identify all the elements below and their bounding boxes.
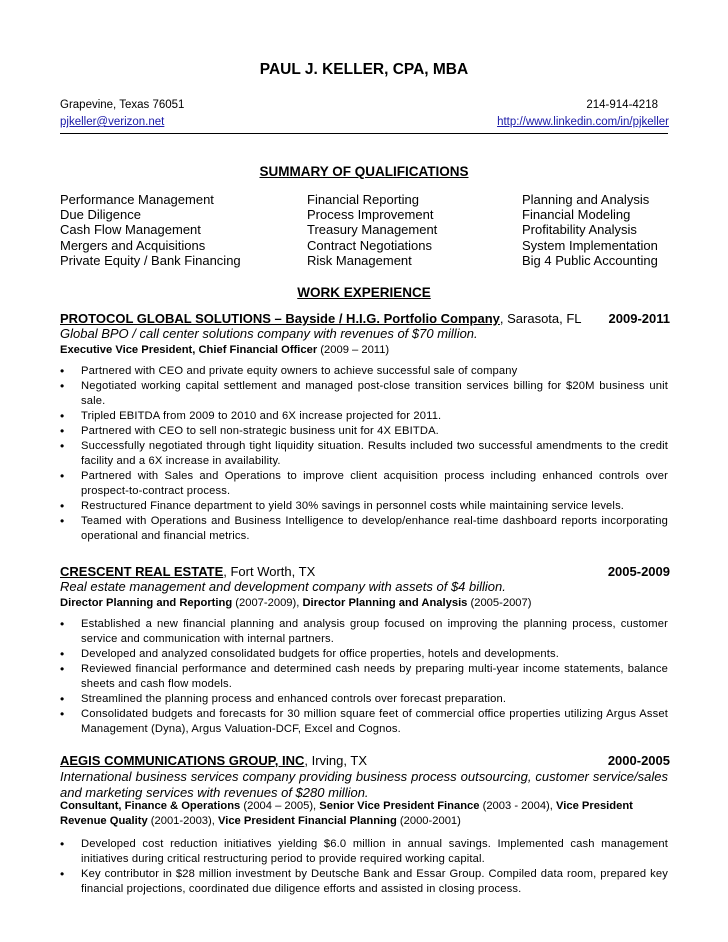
bullet-item: • Streamlined the planning process and enhanced controls over forecast preparation. (60, 692, 668, 707)
role-years: (2007-2009), (232, 597, 303, 609)
job-company (60, 753, 367, 768)
job-roles (60, 799, 668, 829)
candidate-name: PAUL J. KELLER, CPA, MBA (259, 61, 469, 78)
bullet-item: • Consolidated budgets and forecasts for 30 million square feet of commercial office properties utilizing Argus Asset Management (Dyna), Argus Valuation-DCF, Excel and Cognos. (60, 707, 668, 737)
role-title: Vice President Revenue Quality (60, 800, 633, 827)
company-description: Global BPO / call center solutions company with revenues of $70 million. (60, 326, 478, 341)
summary-title: SUMMARY OF QUALIFICATIONS (259, 164, 469, 179)
bullet-item: • Tripled EBITDA from 2009 to 2010 and 6X increase projected for 2011. (60, 409, 668, 424)
role-years: (2000-2001) (396, 815, 461, 827)
skill-item: Big 4 Public Accounting (522, 252, 658, 268)
skill-item: Financial Reporting (307, 192, 420, 207)
skill-item: System Implementation (522, 237, 658, 253)
job-company (60, 564, 315, 579)
bullet-item: • Developed cost reduction initiatives yielding $6.0 million in annual savings. Implemented cash management initiatives during critical restructuring period to provide required working capital. (60, 837, 668, 867)
job-years: 2005-2009 (607, 564, 670, 579)
skill-item: Private Equity / Bank Financing (60, 252, 241, 268)
skill-item: Due Diligence (60, 207, 141, 223)
job-roles (60, 597, 531, 609)
skill-item: Process Improvement (307, 207, 434, 223)
skill-item: Treasury Management (307, 222, 438, 238)
skills-column-2 (307, 192, 437, 268)
bullet-item: • Established a new financial planning and analysis group focused on improving the planning process, customer service and communication with internal partners. (60, 617, 668, 647)
company-name: CRESCENT REAL ESTATE (60, 564, 224, 579)
bullet-item: • Partnered with Sales and Operations to improve client acquisition process including enhanced controls over prospect-to-contract process. (60, 469, 668, 499)
job-years: 2009-2011 (608, 311, 670, 326)
job-bullets (60, 837, 668, 897)
role-years: (2001-2003), (147, 815, 218, 827)
experience-title: WORK EXPERIENCE (297, 285, 431, 300)
role-years: (2005-2007) (467, 597, 532, 609)
company-description: Real estate management and development company with assets of $4 billion. (60, 579, 506, 594)
skill-item: Risk Management (307, 252, 412, 268)
bullet-item: • Reviewed financial performance and determined cash needs by preparing multi-year income statements, balance sheets and cash flow models. (60, 662, 668, 692)
company-location: , Fort Worth, TX (223, 564, 316, 579)
bullet-item: • Developed and analyzed consolidated budgets for office properties, hotels and developments. (60, 647, 668, 662)
bullet-item: • Negotiated working capital settlement and managed post-close transition services billing for $20M business unit sale. (60, 379, 668, 409)
linkedin-link[interactable]: http://www.linkedin.com/in/pjkeller (497, 116, 669, 128)
company-name: PROTOCOL GLOBAL SOLUTIONS – Bayside / H.I.G. Portfolio Company (60, 311, 500, 326)
phone: 214-914-4218 (586, 99, 658, 111)
bullet-item: • Key contributor in $28 million investment by Deutsche Bank and Essar Group. Compiled data room, prepared key financial projections, coordinated due diligence efforts and assisted in closing process. (60, 867, 668, 897)
skills-column-1 (60, 192, 241, 268)
email-link[interactable]: pjkeller@verizon.net (60, 116, 165, 128)
company-location: , Irving, TX (304, 753, 367, 768)
role-title: Director Planning and Reporting (60, 597, 233, 609)
skill-item: Profitability Analysis (522, 222, 637, 238)
location: Grapevine, Texas 76051 (60, 99, 185, 111)
job-years: 2000-2005 (607, 753, 670, 768)
skill-item: Mergers and Acquisitions (60, 237, 206, 253)
job-roles (60, 344, 389, 356)
bullet-item: • Partnered with CEO to sell non-strategic business unit for 4X EBITDA. (60, 424, 668, 439)
company-description: International business services company providing business process outsourcing, customer service/sales and marketing services with revenues of $280 million. (60, 769, 668, 800)
role-title: Vice President Financial Planning (217, 815, 397, 827)
skill-item: Performance Management (60, 192, 214, 207)
role-years: (2004 – 2005), (240, 800, 320, 812)
role-title: Senior Vice President Finance (319, 800, 480, 812)
header-divider (60, 133, 668, 134)
skill-item: Cash Flow Management (60, 222, 201, 238)
role-title: Consultant, Finance & Operations (60, 800, 241, 812)
job-bullets (60, 617, 668, 737)
skill-item: Planning and Analysis (522, 192, 650, 207)
skill-item: Contract Negotiations (307, 237, 433, 253)
company-location: , Sarasota, FL (499, 311, 582, 326)
skill-item: Financial Modeling (522, 207, 631, 223)
job-company (60, 311, 582, 326)
bullet-item: • Teamed with Operations and Business Intelligence to develop/enhance real-time dashboard reports incorporating operational and financial metrics. (60, 514, 668, 544)
job-bullets (60, 364, 668, 544)
bullet-item: • Restructured Finance department to yield 30% savings in personnel costs while maintaining service levels. (60, 499, 668, 514)
role-title: Director Planning and Analysis (302, 597, 468, 609)
bullet-item: • Partnered with CEO and private equity owners to achieve successful sale of company (60, 364, 668, 379)
role-years: (2009 – 2011) (317, 344, 390, 356)
role-title: Executive Vice President, Chief Financial Officer (60, 344, 318, 356)
bullet-item: • Successfully negotiated through tight liquidity situation. Results included two successful amendments to the credit facility and a 6X increase in availability. (60, 439, 668, 469)
skills-column-3 (522, 192, 658, 268)
company-name: AEGIS COMMUNICATIONS GROUP, INC (60, 753, 305, 768)
role-years: (2003 - 2004), (479, 800, 556, 812)
